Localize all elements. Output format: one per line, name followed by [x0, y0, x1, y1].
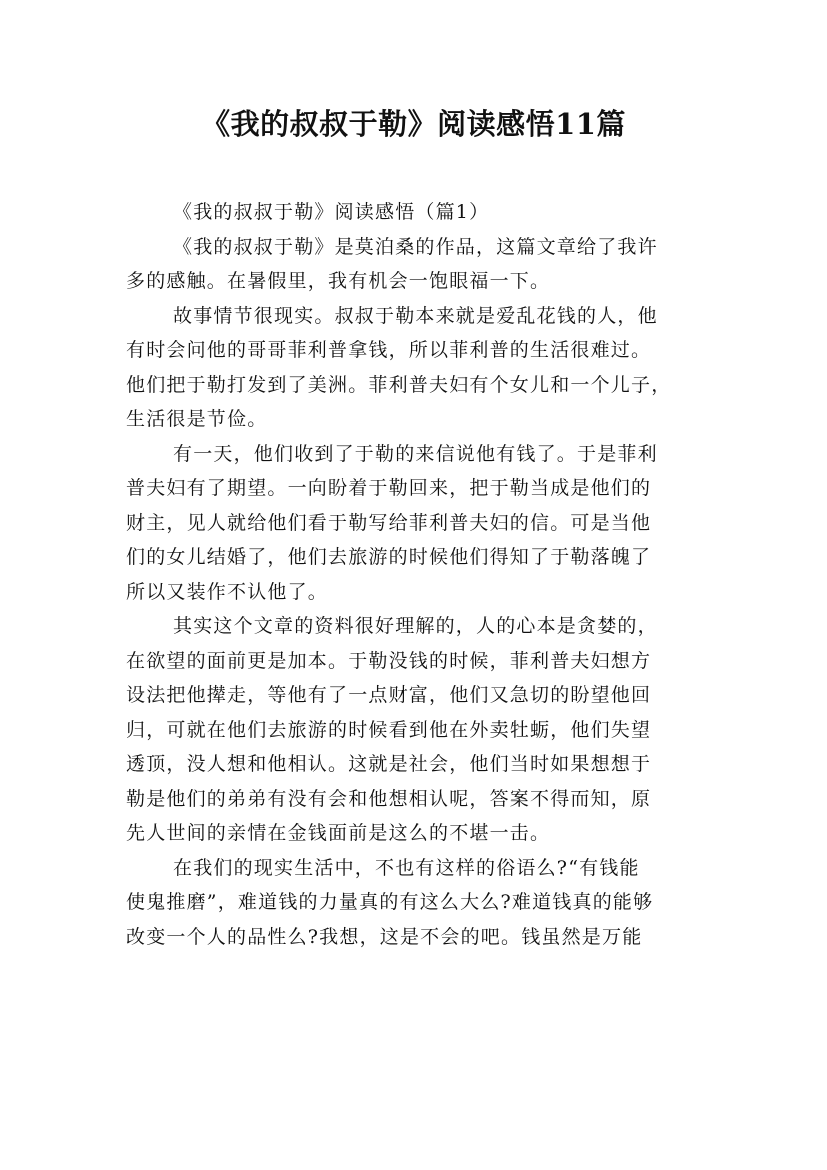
- paragraph-line: 在欲望的面前更是加本。于勒没钱的时候，菲利普夫妇想方: [126, 649, 652, 672]
- paragraph-line: 多的感触。在暑假里，我有机会一饱眼福一下。: [126, 270, 551, 292]
- document-title: 《我的叔叔于勒》阅读感悟11篇: [201, 107, 626, 141]
- paragraph-line: 透顶，没人想和他相认。这就是社会，他们当时如果想想于: [126, 753, 652, 775]
- paragraph-line: 所以又装作不认他了。: [126, 580, 329, 603]
- section-heading: 《我的叔叔于勒》阅读感悟（篇1）: [173, 201, 490, 223]
- paragraph-line: 勒是他们的弟弟有没有会和他想相认呢，答案不得而知，原: [126, 787, 652, 810]
- paragraph-line: 普夫妇有了期望。一向盼着于勒回来，把于勒当成是他们的: [126, 477, 652, 499]
- paragraph-line: 其实这个文章的资料很好理解的，人的心本是贪婪的，: [173, 615, 658, 637]
- paragraph-line: 财主，见人就给他们看于勒写给菲利普夫妇的信。可是当他: [126, 511, 652, 534]
- paragraph-line: 在我们的现实生活中，不也有这样的俗语么?“有钱能: [173, 856, 640, 879]
- paragraph-line: 改变一个人的品性么?我想，这是不会的吧。钱虽然是万能: [126, 925, 643, 948]
- paragraph-line: 们的女儿结婚了，他们去旅游的时候他们得知了于勒落魄了: [126, 546, 652, 568]
- paragraph-line: 他们把于勒打发到了美洲。菲利普夫妇有个女儿和一个儿子，: [126, 373, 672, 396]
- paragraph-line: 故事情节很现实。叔叔于勒本来就是爱乱花钱的人，他: [173, 304, 658, 327]
- paragraph-line: 有一天，他们收到了于勒的来信说他有钱了。于是菲利: [173, 442, 658, 465]
- paragraph-line: 先人世间的亲情在金钱面前是这么的不堪一击。: [126, 822, 551, 844]
- paragraph-line: 归，可就在他们去旅游的时候看到他在外卖牡蛎，他们失望: [126, 718, 652, 741]
- paragraph-line: 有时会问他的哥哥菲利普拿钱，所以菲利普的生活很难过。: [126, 339, 652, 361]
- paragraph-line: 设法把他撵走，等他有了一点财富，他们又急切的盼望他回: [126, 684, 652, 706]
- paragraph-line: 生活很是节俭。: [126, 408, 268, 430]
- paragraph-line: 使鬼推磨”，难道钱的力量真的有这么大么?难道钱真的能够: [126, 891, 654, 913]
- document-body: [126, 195, 726, 954]
- paragraph-line: 《我的叔叔于勒》是莫泊桑的作品，这篇文章给了我许: [173, 235, 658, 258]
